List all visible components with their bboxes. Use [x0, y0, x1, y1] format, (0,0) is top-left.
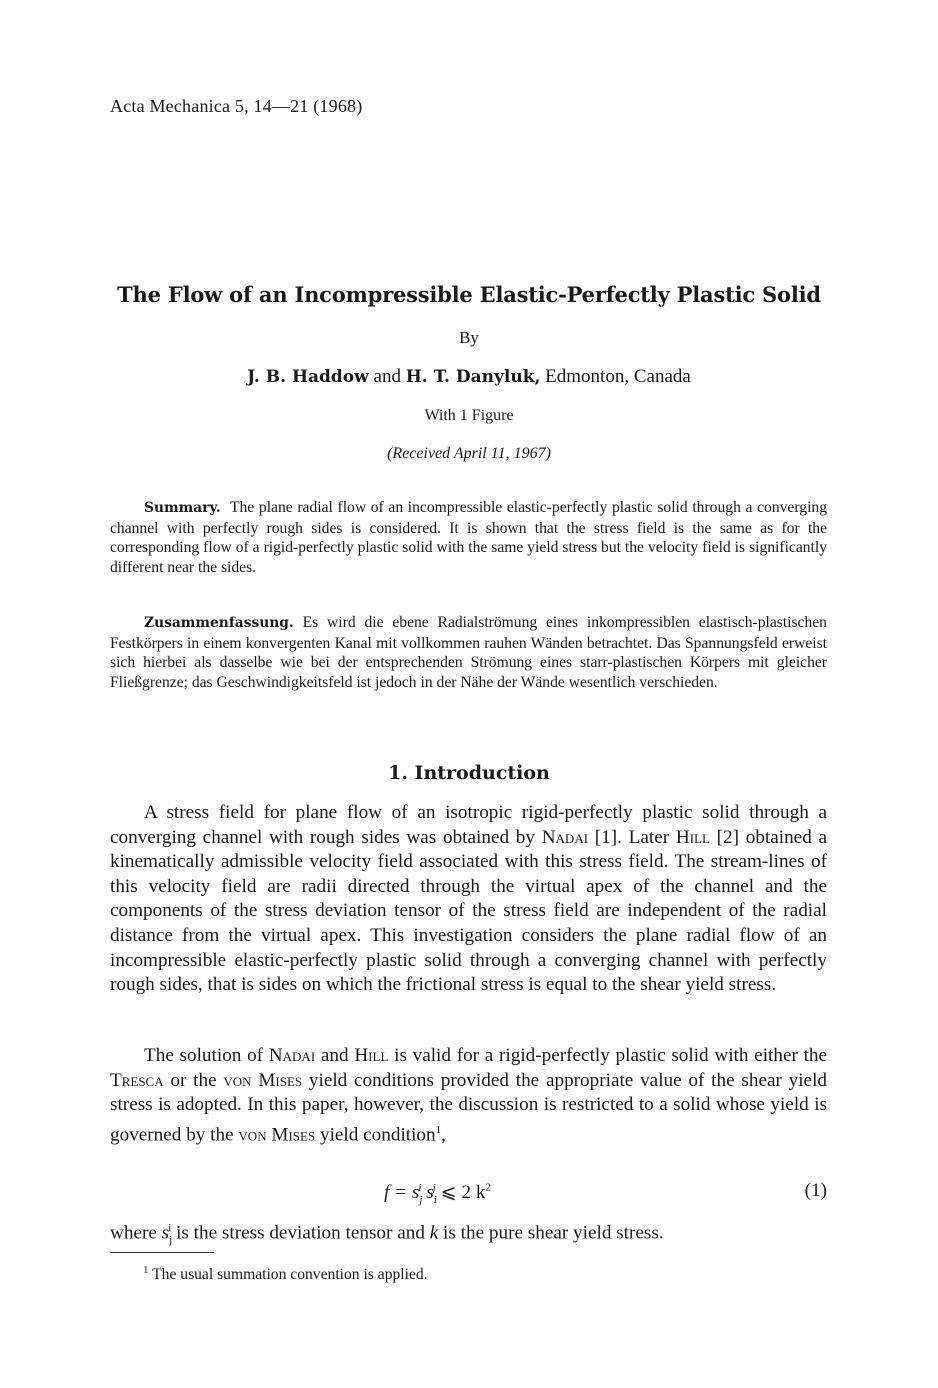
- author-danyluk: H. T. Danyluk,: [405, 367, 541, 387]
- received-date: (Received April 11, 1967): [387, 445, 551, 462]
- equation-1-expression: [384, 1180, 491, 1206]
- author-location: Edmonton, Canada: [545, 366, 691, 387]
- p3-sub: j: [169, 1234, 173, 1247]
- footnote-1-mark: 1: [143, 1264, 149, 1276]
- journal-citation: Acta Mechanica 5, 14—21 (1968): [110, 96, 363, 116]
- p2-text-2: and: [320, 1045, 349, 1066]
- p1-text-2: [1]. Later: [594, 826, 670, 848]
- byline: By: [459, 328, 479, 347]
- p2-author-hill: Hill: [354, 1045, 389, 1066]
- eq-sup-1: i: [418, 1181, 422, 1194]
- p2-vonmises-2: von Mises: [238, 1124, 316, 1146]
- p2-author-nadai: Nadai: [268, 1045, 316, 1066]
- eq-mid: s: [421, 1182, 434, 1203]
- p3-text-3: is the pure shear yield stress.: [443, 1222, 664, 1244]
- p2-text-4: or the: [170, 1069, 217, 1091]
- p3-k: k: [429, 1222, 439, 1244]
- p2-tresca: Tresca: [110, 1069, 164, 1091]
- summary-paragraph: [110, 498, 827, 578]
- p1-author-nadai: Nadai: [541, 826, 589, 848]
- paper-title: The Flow of an Incompressible Elastic-Perfectly Plastic Solid: [117, 282, 821, 307]
- p2-text-6: yield condition: [319, 1124, 436, 1146]
- summary-label: Summary.: [144, 500, 221, 516]
- eq-rhs: ⩽ 2 k: [435, 1182, 486, 1203]
- p2-text-3: is valid for a rigid-perfectly plastic solid with either the: [394, 1045, 828, 1066]
- p3-sup: i: [168, 1222, 172, 1234]
- p2-text-5: yield conditions provided the appropriate value of the shear yield stress is adopted. In this paper, however, the discussion is restricted to a solid whose yield is governed by the: [110, 1069, 828, 1146]
- authors-line: [0, 366, 938, 388]
- p3-text-1: where: [110, 1222, 157, 1244]
- intro-paragraph-3: [110, 1216, 827, 1253]
- eq-sup-2: j: [432, 1181, 436, 1194]
- p3-s: s: [161, 1222, 170, 1244]
- eq-lhs: f = s: [384, 1182, 420, 1203]
- zusammenfassung-label: Zusammenfassung.: [144, 615, 294, 631]
- footnote-mark: 1: [435, 1123, 442, 1136]
- footnote-rule: [110, 1252, 214, 1253]
- p1-text-1: A stress field for plane flow of an isotropic rigid-perfectly plastic solid through a converging channel with rough sides was obtained by: [110, 802, 827, 848]
- equation-1: [110, 1180, 827, 1206]
- intro-paragraph-1: [110, 801, 827, 998]
- eq-sub-1: j: [419, 1193, 423, 1206]
- footnote-1-text: The usual summation convention is applied.: [152, 1266, 428, 1284]
- equation-1-number: (1): [804, 1180, 827, 1201]
- author-conjunction: and: [373, 366, 401, 387]
- p3-text-2: is the stress deviation tensor and: [176, 1222, 425, 1244]
- figures-note: With 1 Figure: [424, 407, 514, 424]
- p1-author-hill: Hill: [675, 826, 710, 848]
- intro-paragraph-2: [110, 1044, 827, 1148]
- p2-text-1: The solution of: [144, 1045, 264, 1066]
- summary-text: The plane radial flow of an incompressible elastic-perfectly plastic solid through a converging channel with perfectly rough sides is considered. It is shown that the stress field is the same as for the corresponding flow of a rigid-perfectly plastic solid with the same yield stress but the velocity field is significantly different near the sides.: [110, 499, 827, 577]
- p2-text-7: ,: [441, 1124, 446, 1146]
- zusammenfassung-text: Es wird die ebene Radialströmung eines inkompressiblen elastisch-plastischen Festkörpers in einem konvergenten Kanal mit vollkommen rauhen Wänden betrachtet. Das Spannungsfeld erweist sich hierbei als dasselbe wie bei der entsprechenden Strömung eines starr-plastischen Körpers mit gleicher Fließgrenze; das Geschwindigkeitsfeld ist jedoch in der Nähe der Wände wesentlich verschieden.: [110, 614, 827, 692]
- eq-sup-3: 2: [485, 1181, 492, 1194]
- zusammenfassung-paragraph: [110, 613, 827, 693]
- footnote-1: [143, 1264, 428, 1284]
- eq-sub-2: i: [433, 1193, 437, 1206]
- p1-text-3: [2] obtained a kinematically admissible velocity field associated with this stress field. The stream-lines of this velocity field are radii directed through the virtual apex of the channel and the components of the stress deviation tensor of the stress field are independent of the radial distance from the virtual apex. This investigation considers the plane radial flow of an incompressible elastic-perfectly plastic solid through a converging channel with perfectly rough sides, that is sides on which the frictional stress is equal to the shear yield stress.: [110, 826, 828, 996]
- p2-vonmises: von Mises: [223, 1069, 303, 1091]
- author-haddow: J. B. Haddow: [247, 367, 369, 387]
- section-heading-introduction: 1. Introduction: [388, 762, 550, 784]
